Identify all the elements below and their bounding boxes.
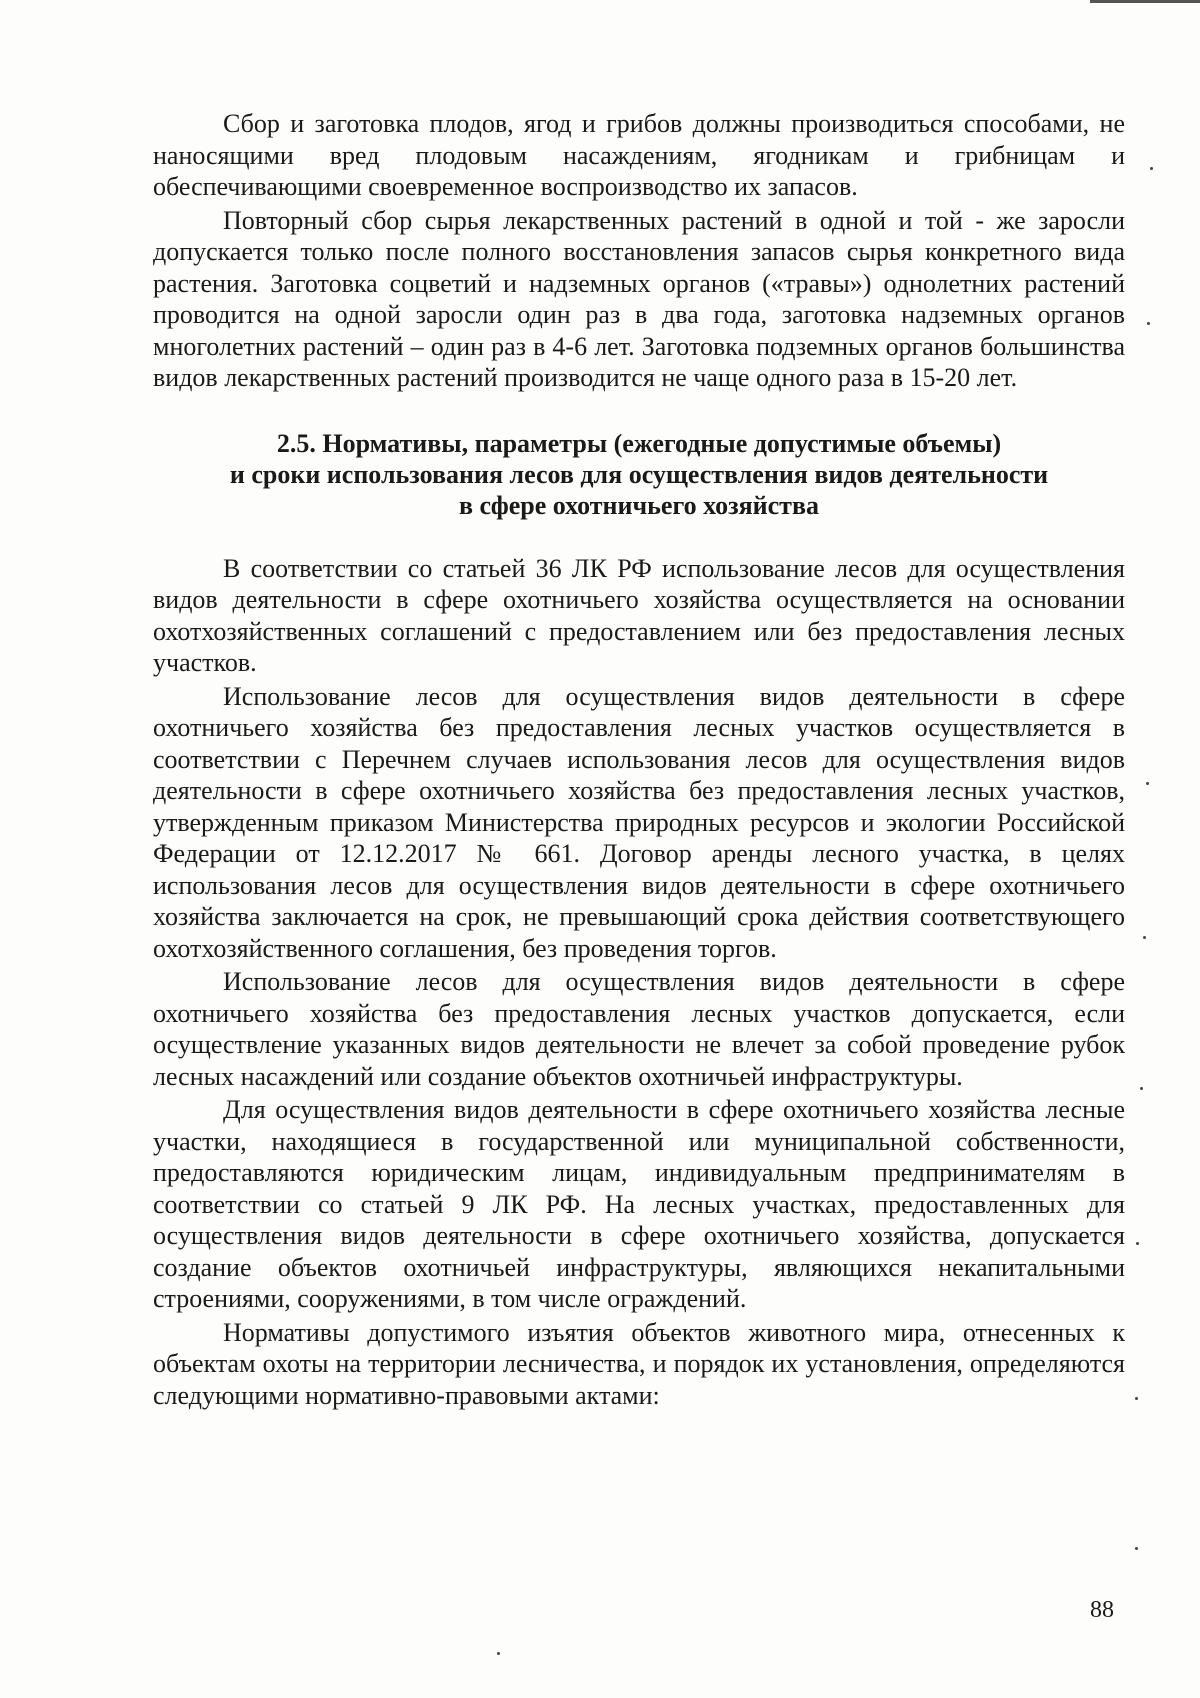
scan-speck	[1150, 167, 1153, 170]
paragraph-repeat-collection: Повторный сбор сырья лекарственных растений в одной и той - же заросли допускается только после полного восстановления запасов сырья конкретного вида растения. Заготовка соцветий и надземных органов («травы») однолетних растений проводится на одной заросли один раз в два года, заготовка надземных органов многолетних растений – один раз в 4-6 лет. Заготовка подземных органов большинства видов лекарственных растений производится не чаще одного раза в 15-20 лет.	[153, 205, 1125, 392]
paragraph-harvesting-methods: Сбор и заготовка плодов, ягод и грибов должны производиться способами, не наносящими вред плодовым насаждениям, ягодникам и грибницам и обеспечивающими своевременное воспроизводство их запасов.	[153, 109, 1125, 201]
scan-speck	[1135, 1547, 1138, 1550]
scan-speck	[1146, 782, 1149, 785]
scan-speck	[1135, 1397, 1138, 1400]
paragraph-without-plots: Использование лесов для осуществления видов деятельности в сфере охотничьего хозяйства без предоставления лесных участков осуществляется в соответствии с Перечнем случаев использования лесов для осуществления видов деятельности в сфере охотничьего хозяйства без предоставления лесных участков, утвержденным приказом Министерства природных ресурсов и экологии Российской Федерации от 12.12.2017 № 661. Договор аренды лесного участка, в целях использования лесов для осуществления видов деятельности в сфере охотничьего хозяйства заключается на срок, не превышающий срока действия соответствующего охотхозяйственного соглашения, без проведения торгов.	[153, 681, 1125, 963]
scan-speck	[1147, 322, 1150, 325]
scan-speck	[497, 1652, 500, 1655]
scan-edge-mark	[1090, 0, 1200, 3]
scan-speck	[1143, 936, 1146, 939]
section-heading-line-2: и сроки использования лесов для осуществления видов деятельности	[229, 459, 1049, 489]
section-heading-line-3: в сфере охотничьего хозяйства	[459, 490, 819, 520]
page-content	[153, 108, 1125, 1413]
paragraph-article-36: В соответствии со статьей 36 ЛК РФ использование лесов для осуществления видов деятельности в сфере охотничьего хозяйства осуществляется на основании охотхозяйственных соглашений с предоставлением или без предоставления лесных участков.	[153, 553, 1125, 677]
scan-speck	[1136, 1242, 1139, 1245]
section-heading	[153, 428, 1125, 521]
scan-speck	[1140, 1087, 1143, 1090]
page-number: 88	[1090, 1597, 1114, 1623]
paragraph-plots-provided: Для осуществления видов деятельности в сфере охотничьего хозяйства лесные участки, находящиеся в государственной или муниципальной собственности, предоставляются юридическим лицам, индивидуальным предпринимателям в соответствии со статьей 9 ЛК РФ. На лесных участках, предоставленных для осуществления видов деятельности в сфере охотничьего хозяйства, допускается создание объектов охотничьей инфраструктуры, являющихся некапитальными строениями, сооружениями, в том числе ограждений.	[153, 1095, 1125, 1313]
paragraph-allowed-if: Использование лесов для осуществления видов деятельности в сфере охотничьего хозяйства без предоставления лесных участков допускается, если осуществление указанных видов деятельности не влечет за собой проведение рубок лесных насаждений или создание объектов охотничьей инфраструктуры.	[153, 967, 1125, 1091]
paragraph-norms-acts: Нормативы допустимого изъятия объектов животного мира, отнесенных к объектам охоты на территории лесничества, и порядок их установления, определяются следующими нормативно-правовыми актами:	[153, 1317, 1125, 1410]
section-heading-line-1: 2.5. Нормативы, параметры (ежегодные допустимые объемы)	[276, 428, 1002, 458]
